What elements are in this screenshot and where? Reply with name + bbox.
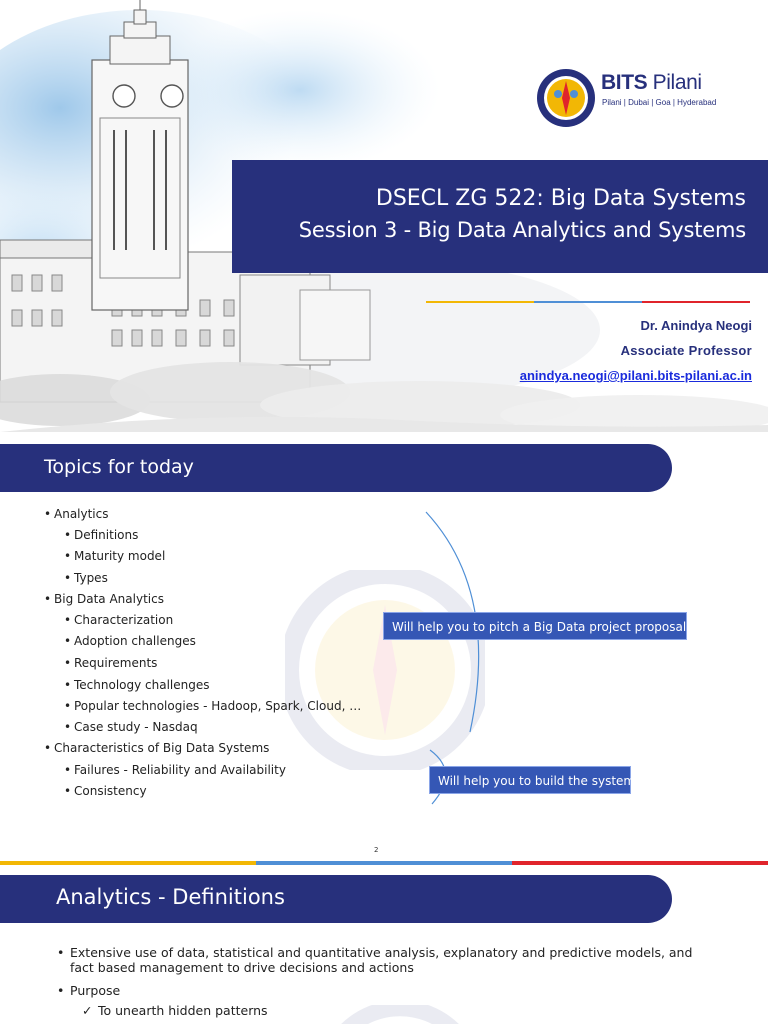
bits-watermark-icon [285, 570, 485, 770]
topic-item: • Characteristics of Big Data Systems [44, 741, 270, 755]
accent-segment-red [642, 301, 750, 303]
bullet-icon: • [57, 945, 65, 960]
topic-item: • Definitions [64, 528, 139, 542]
callout-project-proposal: Will help you to pitch a Big Data project proposal [384, 613, 686, 639]
definition-text: Extensive use of data, statistical and quantitative analysis, explanatory and predictive models, and fact based management to drive decisions and actions [70, 945, 693, 975]
purpose-label: Purpose [70, 983, 121, 998]
topics-slide [0, 432, 768, 865]
definitions-slide [0, 865, 768, 1024]
brand-tagline: Pilani | Dubai | Goa | Hyderabad [602, 98, 717, 107]
topic-item: • Requirements [64, 656, 158, 670]
topic-item: • Big Data Analytics [44, 592, 164, 606]
brand-name: BITS Pilani [601, 71, 702, 94]
bullet-icon: • [57, 983, 65, 998]
topic-item: • Adoption challenges [64, 634, 196, 648]
author-role: Associate Professor [620, 343, 752, 358]
author-email-link[interactable]: anindya.neogi@pilani.bits-pilani.ac.in [519, 368, 752, 383]
definitions-title: Analytics - Definitions [56, 885, 285, 909]
page-number: 2 [374, 846, 379, 854]
checkmark-icon: ✓ [82, 1003, 93, 1018]
accent-segment-yellow [426, 301, 534, 303]
topic-item: • Technology challenges [64, 678, 210, 692]
accent-segment-blue [534, 301, 642, 303]
topic-item: • Consistency [64, 784, 147, 798]
bits-pilani-seal-icon [536, 68, 596, 128]
topic-item: • Failures - Reliability and Availability [64, 763, 286, 777]
callout-build-system: Will help you to build the system [430, 767, 630, 793]
accent-divider [426, 301, 750, 303]
title-band [232, 160, 768, 273]
course-title: DSECL ZG 522: Big Data Systems [375, 186, 746, 211]
purpose-item: To unearth hidden patterns [98, 1003, 268, 1018]
topic-item: • Characterization [64, 613, 174, 627]
title-slide [0, 0, 768, 432]
session-title: Session 3 - Big Data Analytics and Systems [298, 218, 746, 242]
author-name: Dr. Anindya Neogi [640, 318, 752, 333]
topics-title: Topics for today [44, 456, 194, 478]
topic-item: • Popular technologies - Hadoop, Spark, Cloud, … [64, 699, 362, 713]
topic-item: • Maturity model [64, 549, 166, 563]
topic-item: • Types [64, 571, 108, 585]
topic-item: • Analytics [44, 507, 109, 521]
topic-item: • Case study - Nasdaq [64, 720, 198, 734]
bits-watermark-icon [320, 1005, 480, 1024]
